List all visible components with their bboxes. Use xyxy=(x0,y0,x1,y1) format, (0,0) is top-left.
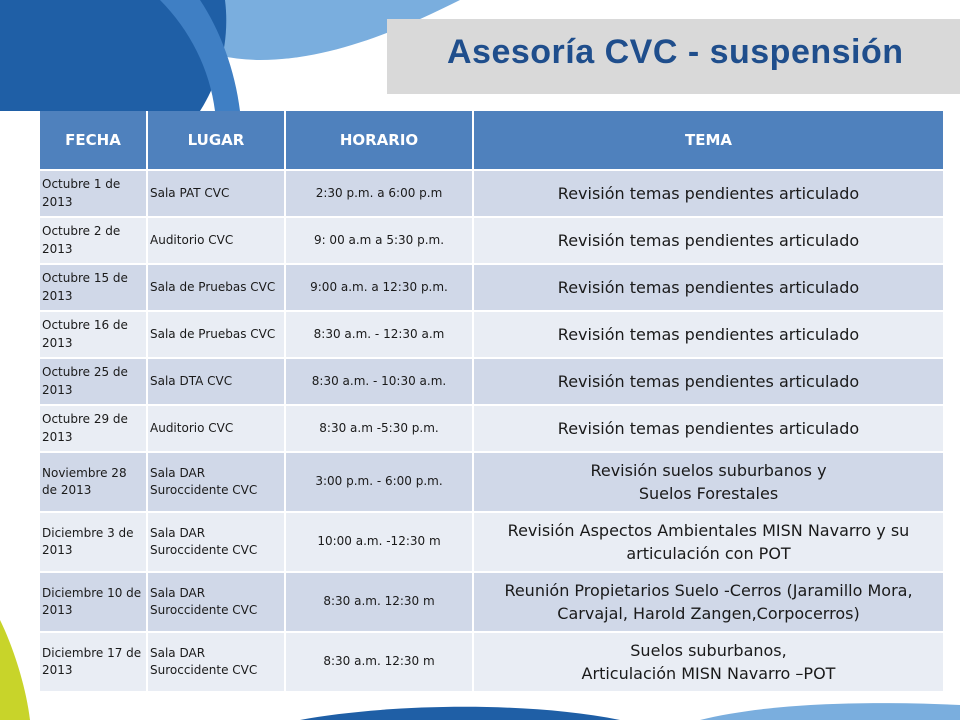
table-row xyxy=(40,632,943,691)
cell-lugar: Sala PAT CVC xyxy=(147,170,285,217)
cell-lugar: Sala de Pruebas CVC xyxy=(147,311,285,358)
column-header-tema: TEMA xyxy=(473,111,943,170)
cell-horario: 8:30 a.m. 12:30 m xyxy=(285,572,473,632)
cell-horario: 8:30 a.m. - 12:30 a.m xyxy=(285,311,473,358)
cell-lugar: Auditorio CVC xyxy=(147,405,285,452)
table-row xyxy=(40,217,943,264)
cell-fecha: Octubre 1 de 2013 xyxy=(40,170,147,217)
table-row xyxy=(40,452,943,512)
table-row xyxy=(40,311,943,358)
cell-fecha: Octubre 16 de 2013 xyxy=(40,311,147,358)
cell-tema: Reunión Propietarios Suelo -Cerros (Jaramillo Mora, Carvajal, Harold Zangen,Corpocerros) xyxy=(473,572,943,632)
column-header-lugar: LUGAR xyxy=(147,111,285,170)
cell-fecha: Octubre 15 de 2013 xyxy=(40,264,147,311)
cell-tema: Suelos suburbanos, Articulación MISN Navarro –POT xyxy=(473,632,943,691)
cell-fecha: Diciembre 10 de 2013 xyxy=(40,572,147,632)
table-row xyxy=(40,170,943,217)
table-row xyxy=(40,405,943,452)
cell-tema: Revisión temas pendientes articulado xyxy=(473,405,943,452)
title-box xyxy=(387,19,960,94)
cell-fecha: Octubre 2 de 2013 xyxy=(40,217,147,264)
cell-tema: Revisión suelos suburbanos y Suelos Forestales xyxy=(473,452,943,512)
cell-lugar: Sala de Pruebas CVC xyxy=(147,264,285,311)
cell-horario: 9: 00 a.m a 5:30 p.m. xyxy=(285,217,473,264)
green-swoosh xyxy=(0,620,30,720)
cell-lugar: Sala DTA CVC xyxy=(147,358,285,405)
bottom-light-swoosh xyxy=(700,703,960,720)
cell-lugar: Sala DAR Suroccidente CVC xyxy=(147,572,285,632)
cell-fecha: Octubre 25 de 2013 xyxy=(40,358,147,405)
cell-tema: Revisión temas pendientes articulado xyxy=(473,358,943,405)
cell-lugar: Sala DAR Suroccidente CVC xyxy=(147,452,285,512)
table-row xyxy=(40,572,943,632)
cell-fecha: Diciembre 17 de 2013 xyxy=(40,632,147,691)
table-row xyxy=(40,512,943,572)
table-row xyxy=(40,358,943,405)
cell-tema: Revisión Aspectos Ambientales MISN Navarro y su articulación con POT xyxy=(473,512,943,572)
column-header-horario: HORARIO xyxy=(285,111,473,170)
schedule-table xyxy=(40,111,943,691)
cell-horario: 9:00 a.m. a 12:30 p.m. xyxy=(285,264,473,311)
table-header-row xyxy=(40,111,943,170)
cell-lugar: Sala DAR Suroccidente CVC xyxy=(147,632,285,691)
page-title: Asesoría CVC - suspensión xyxy=(447,33,904,71)
cell-tema: Revisión temas pendientes articulado xyxy=(473,311,943,358)
cell-fecha: Diciembre 3 de 2013 xyxy=(40,512,147,572)
cell-horario: 8:30 a.m. - 10:30 a.m. xyxy=(285,358,473,405)
table-row xyxy=(40,264,943,311)
cell-fecha: Noviembre 28 de 2013 xyxy=(40,452,147,512)
cell-fecha: Octubre 29 de 2013 xyxy=(40,405,147,452)
cell-tema: Revisión temas pendientes articulado xyxy=(473,264,943,311)
cell-tema: Revisión temas pendientes articulado xyxy=(473,170,943,217)
cell-tema: Revisión temas pendientes articulado xyxy=(473,217,943,264)
cell-horario: 8:30 a.m -5:30 p.m. xyxy=(285,405,473,452)
cell-horario: 3:00 p.m. - 6:00 p.m. xyxy=(285,452,473,512)
bottom-blue-swoosh xyxy=(300,707,620,720)
cell-lugar: Sala DAR Suroccidente CVC xyxy=(147,512,285,572)
column-header-fecha: FECHA xyxy=(40,111,147,170)
cell-horario: 10:00 a.m. -12:30 m xyxy=(285,512,473,572)
cell-horario: 2:30 p.m. a 6:00 p.m xyxy=(285,170,473,217)
cell-horario: 8:30 a.m. 12:30 m xyxy=(285,632,473,691)
cell-lugar: Auditorio CVC xyxy=(147,217,285,264)
